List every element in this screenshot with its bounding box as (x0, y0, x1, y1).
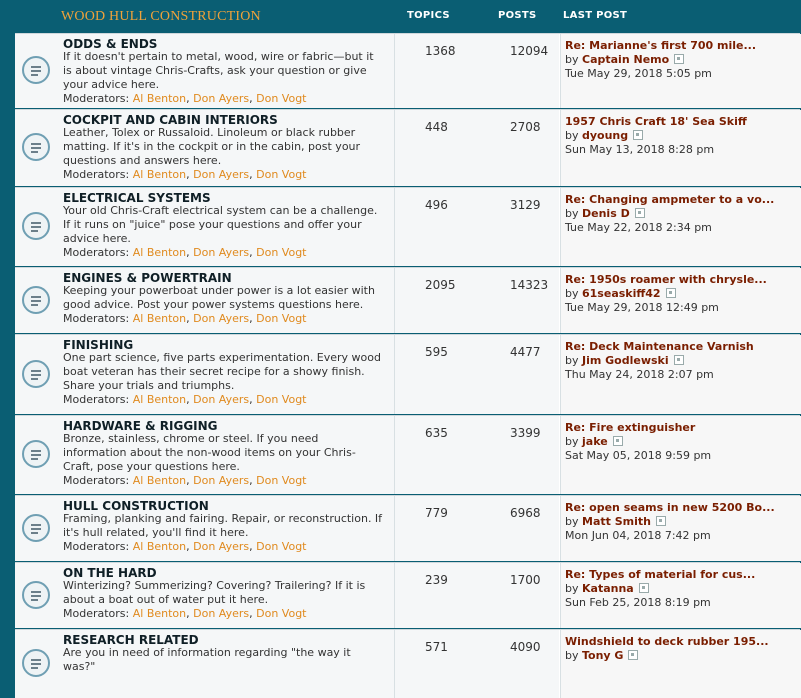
moderator-link[interactable]: Don Vogt (256, 92, 307, 105)
topics-count: 779 (425, 506, 448, 520)
forum-stats (395, 34, 559, 108)
forum-title-link[interactable]: ODDS & ENDS (63, 37, 158, 51)
last-post-date: Tue May 29, 2018 12:49 pm (565, 301, 719, 314)
moderator-link[interactable]: Don Ayers (193, 540, 250, 553)
forum-info (15, 335, 395, 414)
last-post (560, 268, 801, 333)
moderator-link[interactable]: Al Benton (132, 168, 187, 181)
moderators-label: Moderators: (63, 474, 130, 487)
last-post-title-link[interactable]: Re: 1950s roamer with chrysle... (565, 273, 767, 286)
moderators: Moderators: Al Benton, Don Ayers, Don Vogt (63, 393, 307, 406)
view-latest-post-icon[interactable] (674, 54, 684, 64)
moderator-link[interactable]: Al Benton (132, 92, 187, 105)
last-post-author (565, 649, 638, 662)
moderators-label: Moderators: (63, 168, 130, 181)
last-post-title-link[interactable]: Re: Marianne's first 700 mile... (565, 39, 757, 52)
forum-description: One part science, five parts experimentation. Every wood boat veteran has their secret recipe for a showy finish. Share your trials and triumphs. (63, 351, 382, 392)
moderators-label: Moderators: (63, 393, 130, 406)
by-label: by (565, 129, 579, 142)
last-post-author (565, 354, 684, 367)
forum-row (15, 109, 800, 186)
topics-count: 595 (425, 345, 448, 359)
forum-read-icon (22, 56, 50, 84)
forum-stats (395, 563, 559, 628)
last-post-author-link[interactable]: dyoung (582, 129, 629, 142)
last-post-title-link[interactable]: Re: Types of material for cus... (565, 568, 756, 581)
topics-count: 571 (425, 640, 448, 654)
last-post-author-link[interactable]: Captain Nemo (582, 53, 670, 66)
last-post-author-link[interactable]: Katanna (582, 582, 634, 595)
last-post-date: Mon Jun 04, 2018 7:42 pm (565, 529, 711, 542)
forum-info (15, 268, 395, 333)
topics-column-header: TOPICS (407, 10, 450, 21)
moderators-label: Moderators: (63, 540, 130, 553)
posts-count: 4090 (510, 640, 541, 654)
last-post-author (565, 515, 666, 528)
forum-stats (395, 335, 559, 414)
last-post (560, 416, 801, 494)
forum-row (15, 562, 800, 628)
moderator-link[interactable]: Al Benton (132, 312, 187, 325)
last-post-author (565, 435, 623, 448)
moderators: Moderators: Al Benton, Don Ayers, Don Vogt (63, 246, 307, 259)
forum-row (15, 415, 800, 494)
last-post (560, 188, 801, 266)
last-post-author (565, 53, 684, 66)
forum-info (15, 496, 395, 561)
moderators: Moderators: Al Benton, Don Ayers, Don Vogt (63, 540, 307, 553)
forum-stats (395, 496, 559, 561)
moderators-label: Moderators: (63, 246, 130, 259)
last-post-date: Thu May 24, 2018 2:07 pm (565, 368, 714, 381)
view-latest-post-icon[interactable] (666, 288, 676, 298)
forum-info (15, 34, 395, 108)
last-post-column-header: LAST POST (563, 10, 628, 21)
forum-title-link[interactable]: COCKPIT AND CABIN INTERIORS (63, 113, 278, 127)
last-post-date: Sat May 05, 2018 9:59 pm (565, 449, 712, 462)
topics-count: 2095 (425, 278, 456, 292)
last-post-title-link[interactable]: Re: open seams in new 5200 Bo... (565, 501, 775, 514)
forum-title-link[interactable]: HARDWARE & RIGGING (63, 419, 218, 433)
by-label: by (565, 354, 579, 367)
moderator-link[interactable]: Don Vogt (256, 607, 307, 620)
forum-stats (395, 268, 559, 333)
view-latest-post-icon[interactable] (628, 650, 638, 660)
moderators: Moderators: Al Benton, Don Ayers, Don Vogt (63, 92, 307, 105)
forum-description: Framing, planking and fairing. Repair, or reconstruction. If it's hull related, you'll find it here. (63, 512, 383, 539)
view-latest-post-icon[interactable] (633, 130, 643, 140)
forum-info (15, 416, 395, 494)
posts-column-header: POSTS (498, 10, 537, 21)
forum-title-link[interactable]: ELECTRICAL SYSTEMS (63, 191, 211, 205)
forum-read-icon (22, 440, 50, 468)
forum-title-link[interactable]: HULL CONSTRUCTION (63, 499, 209, 513)
moderators: Moderators: Al Benton, Don Ayers, Don Vogt (63, 312, 307, 325)
forum-read-icon (22, 581, 50, 609)
forum-info (15, 563, 395, 628)
moderator-link[interactable]: Don Ayers (193, 246, 250, 259)
forum-title-link[interactable]: ENGINES & POWERTRAIN (63, 271, 232, 285)
forum-description: Winterizing? Summerizing? Covering? Trailering? If it is about a boat out of water put it here. (63, 579, 366, 606)
by-label: by (565, 582, 579, 595)
topics-count: 1368 (425, 44, 456, 58)
moderators: Moderators: Al Benton, Don Ayers, Don Vogt (63, 168, 307, 181)
posts-count: 6968 (510, 506, 541, 520)
forum-stats (395, 188, 559, 266)
moderators: Moderators: Al Benton, Don Ayers, Don Vogt (63, 474, 307, 487)
last-post-author (565, 287, 676, 300)
by-label: by (565, 287, 579, 300)
view-latest-post-icon[interactable] (674, 355, 684, 365)
by-label: by (565, 435, 579, 448)
last-post-author (565, 129, 643, 142)
moderator-link[interactable]: Don Vogt (256, 393, 307, 406)
forum-info (15, 188, 395, 266)
forum-list-header (0, 0, 800, 33)
moderators-label: Moderators: (63, 92, 130, 105)
last-post-title-link[interactable]: Re: Deck Maintenance Varnish (565, 340, 754, 353)
last-post-author-link[interactable]: Jim Godlewski (582, 354, 669, 367)
last-post (560, 563, 801, 628)
view-latest-post-icon[interactable] (656, 516, 666, 526)
section-title[interactable]: WOOD HULL CONSTRUCTION (61, 9, 261, 24)
forum-read-icon (22, 212, 50, 240)
last-post-author-link[interactable]: 61seaskiff42 (582, 287, 661, 300)
forum-read-icon (22, 360, 50, 388)
last-post (560, 34, 801, 108)
moderator-link[interactable]: Al Benton (132, 393, 187, 406)
last-post-author (565, 207, 645, 220)
topics-count: 635 (425, 426, 448, 440)
last-post (560, 630, 801, 698)
posts-count: 12094 (510, 44, 549, 58)
view-latest-post-icon[interactable] (635, 208, 645, 218)
moderator-link[interactable]: Don Vogt (256, 474, 307, 487)
last-post-author-link[interactable]: jake (582, 435, 608, 448)
moderator-link[interactable]: Al Benton (132, 607, 187, 620)
moderator-link[interactable]: Don Ayers (193, 92, 250, 105)
posts-count: 4477 (510, 345, 541, 359)
forum-read-icon (22, 286, 50, 314)
moderators-label: Moderators: (63, 312, 130, 325)
forum-read-icon (22, 514, 50, 542)
forum-row (15, 33, 800, 108)
last-post (560, 496, 801, 561)
view-latest-post-icon[interactable] (639, 583, 649, 593)
forum-title-link[interactable]: FINISHING (63, 338, 134, 352)
last-post-date: Sun May 13, 2018 8:28 pm (565, 143, 715, 156)
moderator-link[interactable]: Don Ayers (193, 168, 250, 181)
posts-count: 1700 (510, 573, 541, 587)
forum-stats (395, 416, 559, 494)
last-post-title-link[interactable]: 1957 Chris Craft 18' Sea Skiff (565, 115, 747, 128)
topics-count: 239 (425, 573, 448, 587)
topics-count: 496 (425, 198, 448, 212)
forum-row (15, 187, 800, 266)
forum-row (15, 267, 800, 333)
forum-row (15, 629, 800, 698)
last-post-date: Tue May 29, 2018 5:05 pm (565, 67, 712, 80)
by-label: by (565, 649, 579, 662)
forum-description: Bronze, stainless, chrome or steel. If you need information about the non-wood items on your Chris-Craft, pose your questions here. (63, 432, 356, 473)
forum-description: Leather, Tolex or Russaloid. Linoleum or black rubber matting. If it's in the cockpit or in the cabin, post your questions and answers here. (63, 126, 361, 167)
moderator-link[interactable]: Don Vogt (256, 168, 307, 181)
forum-info (15, 110, 395, 186)
last-post-title-link[interactable]: Re: Fire extinguisher (565, 421, 696, 434)
moderator-link[interactable]: Don Vogt (256, 246, 307, 259)
last-post-date: Tue May 22, 2018 2:34 pm (565, 221, 712, 234)
last-post-author-link[interactable]: Denis D (582, 207, 630, 220)
forum-title-link[interactable]: RESEARCH RELATED (63, 633, 199, 647)
last-post-title-link[interactable]: Windshield to deck rubber 195... (565, 635, 769, 648)
moderators: Moderators: Al Benton, Don Ayers, Don Vogt (63, 607, 307, 620)
forum-stats (395, 110, 559, 186)
moderator-link[interactable]: Don Ayers (193, 393, 250, 406)
posts-count: 3399 (510, 426, 541, 440)
last-post (560, 335, 801, 414)
last-post (560, 110, 801, 186)
forum-row (15, 495, 800, 561)
posts-count: 14323 (510, 278, 549, 292)
by-label: by (565, 53, 579, 66)
last-post-author-link[interactable]: Tony G (582, 649, 624, 662)
moderators-label: Moderators: (63, 607, 130, 620)
last-post-title-link[interactable]: Re: Changing ampmeter to a vo... (565, 193, 775, 206)
forum-stats (395, 630, 559, 698)
view-latest-post-icon[interactable] (613, 436, 623, 446)
forum-info (15, 630, 395, 698)
forum-row (15, 334, 800, 414)
moderator-link[interactable]: Don Vogt (256, 312, 307, 325)
moderator-link[interactable]: Don Vogt (256, 540, 307, 553)
posts-count: 2708 (510, 120, 541, 134)
last-post-date: Sun Feb 25, 2018 8:19 pm (565, 596, 711, 609)
forum-description: If it doesn't pertain to metal, wood, wire or fabric—but it is about vintage Chris-Crafts, ask your question or give your advice here. (63, 50, 374, 91)
moderator-link[interactable]: Don Ayers (193, 312, 250, 325)
posts-count: 3129 (510, 198, 541, 212)
forum-description: Are you in need of information regarding "the way it was?" (63, 646, 351, 673)
moderator-link[interactable]: Don Ayers (193, 474, 250, 487)
forum-title-link[interactable]: ON THE HARD (63, 566, 157, 580)
topics-count: 448 (425, 120, 448, 134)
last-post-author-link[interactable]: Matt Smith (582, 515, 651, 528)
forum-description: Keeping your powerboat under power is a lot easier with good advice. Post your power systems questions here. (63, 284, 375, 311)
moderator-link[interactable]: Al Benton (132, 540, 187, 553)
by-label: by (565, 515, 579, 528)
forum-read-icon (22, 133, 50, 161)
moderator-link[interactable]: Al Benton (132, 474, 187, 487)
last-post-author (565, 582, 649, 595)
moderator-link[interactable]: Al Benton (132, 246, 187, 259)
forum-description: Your old Chris-Craft electrical system can be a challenge. If it runs on "juice" pose your questions and offer your advice here. (63, 204, 378, 245)
forum-read-icon (22, 649, 50, 677)
moderator-link[interactable]: Don Ayers (193, 607, 250, 620)
by-label: by (565, 207, 579, 220)
